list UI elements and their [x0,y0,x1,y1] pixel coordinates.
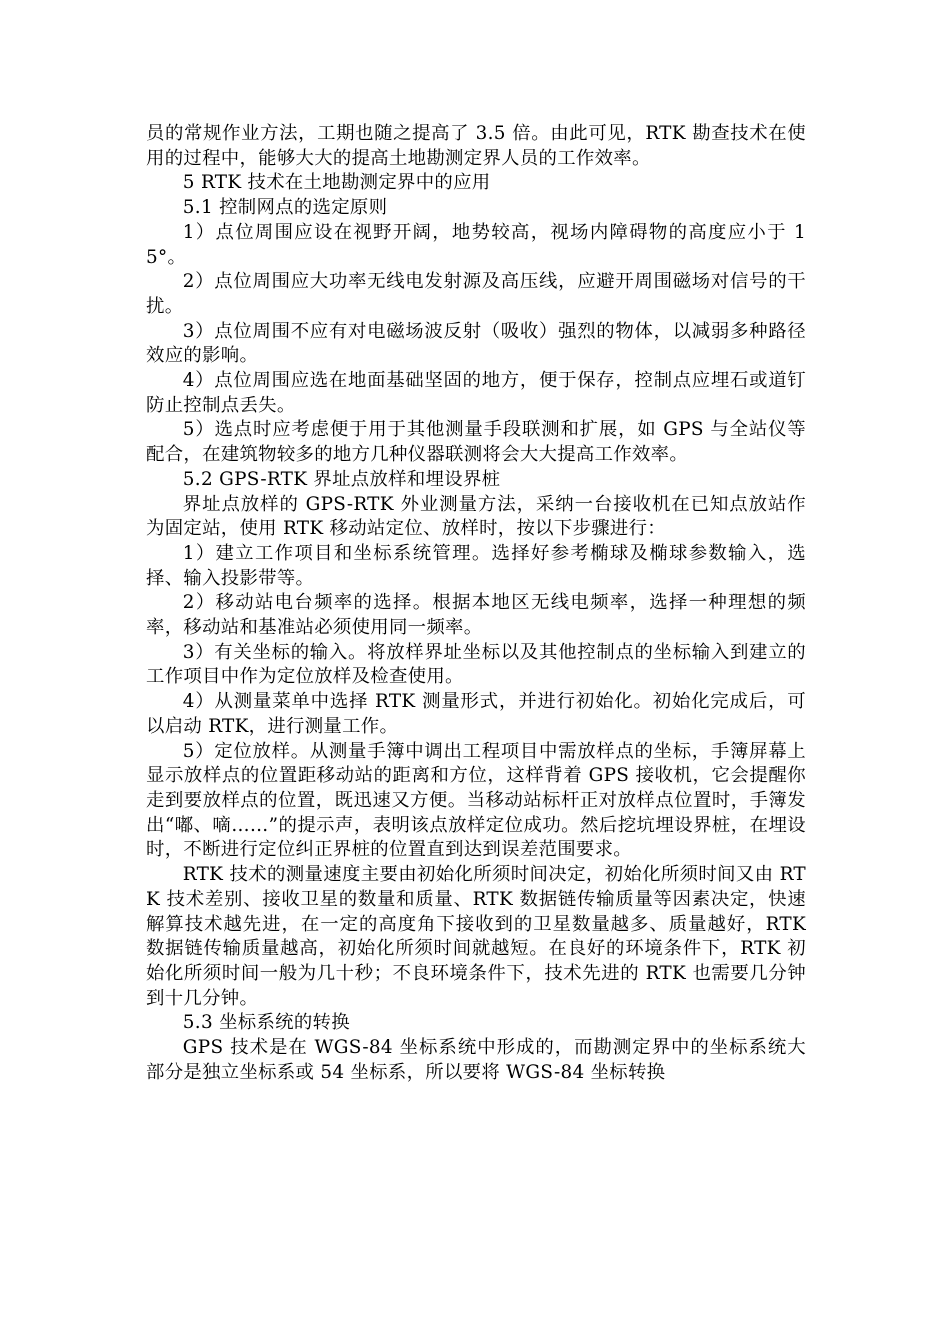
step-item-2: 2）移动站电台频率的选择。根据本地区无线电频率，选择一种理想的频率，移动站和基准站必须使用同一频率。 [146,592,806,639]
section-heading-5: 5 RTK 技术在土地勘测定界中的应用 [182,172,491,194]
step-item-4: 4）从测量菜单中选择 RTK 测量形式，并进行初始化。初始化完成后，可以启动 RTK，进行测量工作。 [146,691,806,737]
list-item-2: 2）点位周围应大功率无线电发射源及高压线，应避开周围磁场对信号的干扰。 [146,271,806,317]
step-item-5: 5）定位放样。从测量手簿中调出工程项目中需放样点的坐标，手簿屏幕上显示放样点的位置距移动站的距离和方位，这样背着 GPS 接收机，它会提醒你走到要放样点的位置，既迅速又方便。当移动站标杆正对放样点位置时，手簿发出“嘟、嘀……”的提示声，表明该点放样定位成功。然后挖坑埋设界桩，在埋设时，不断进行定位纠正界桩的位置直到达到误差范围要求。 [146,740,806,861]
list-item-3: 3）点位周围不应有对电磁场波反射（吸收）强烈的物体，以减弱多种路径效应的影响。 [146,320,806,367]
subsection-heading-5-2: 5.2 GPS-RTK 界址点放样和埋设界桩 [182,468,501,490]
paragraph-rtk-speed: RTK 技术的测量速度主要由初始化所须时间决定，初始化所须时间又由 RTK 技术差别、接收卫星的数量和质量、RTK 数据链传输质量等因素决定，快速解算技术越先进，在一定的高度角下接收到的卫星数量越多、质量越好，RTK 数据链传输质量越高，初始化所须时间就越短。在良好的环境条件下，RTK 初始化所须时间一般为几十秒；不良环境条件下，技术先进的 RTK 也需要几分钟到十几分钟。 [146,864,806,1009]
paragraph-coordinate-conversion: GPS 技术是在 WGS-84 坐标系统中形成的，而勘测定界中的坐标系统大部分是独立坐标系或 54 坐标系，所以要将 WGS-84 坐标转换 [146,1037,806,1083]
paragraph-intro: 界址点放样的 GPS-RTK 外业测量方法，采纳一台接收机在已知点放站作为固定站，使用 RTK 移动站定位、放样时，按以下步骤进行： [146,493,806,540]
step-item-3: 3）有关坐标的输入。将放样界址坐标以及其他控制点的坐标输入到建立的工作项目中作为定位放样及检查使用。 [146,641,806,688]
list-item-5: 5）选点时应考虑便于用于其他测量手段联测和扩展，如 GPS 与全站仪等配合，在建筑物较多的地方几种仪器联测将会大大提高工作效率。 [146,419,806,466]
list-item-4: 4）点位周围应选在地面基础坚固的地方，便于保存，控制点应埋石或道钉防止控制点丢失。 [146,370,806,416]
paragraph-continuation: 员的常规作业方法，工期也随之提高了 3.5 倍。由此可见，RTK 勘查技术在使用的过程中，能够大大的提高土地勘测定界人员的工作效率。 [146,123,806,169]
document-body [146,122,806,1085]
list-item-1: 1）点位周围应设在视野开阔，地势较高，视场内障碍物的高度应小于 15°。 [146,221,806,268]
subsection-heading-5-3: 5.3 坐标系统的转换 [182,1012,350,1034]
step-item-1: 1）建立工作项目和坐标系统管理。选择好参考椭球及椭球参数输入，选择、输入投影带等。 [146,542,806,589]
subsection-heading-5-1: 5.1 控制网点的选定原则 [182,197,388,219]
